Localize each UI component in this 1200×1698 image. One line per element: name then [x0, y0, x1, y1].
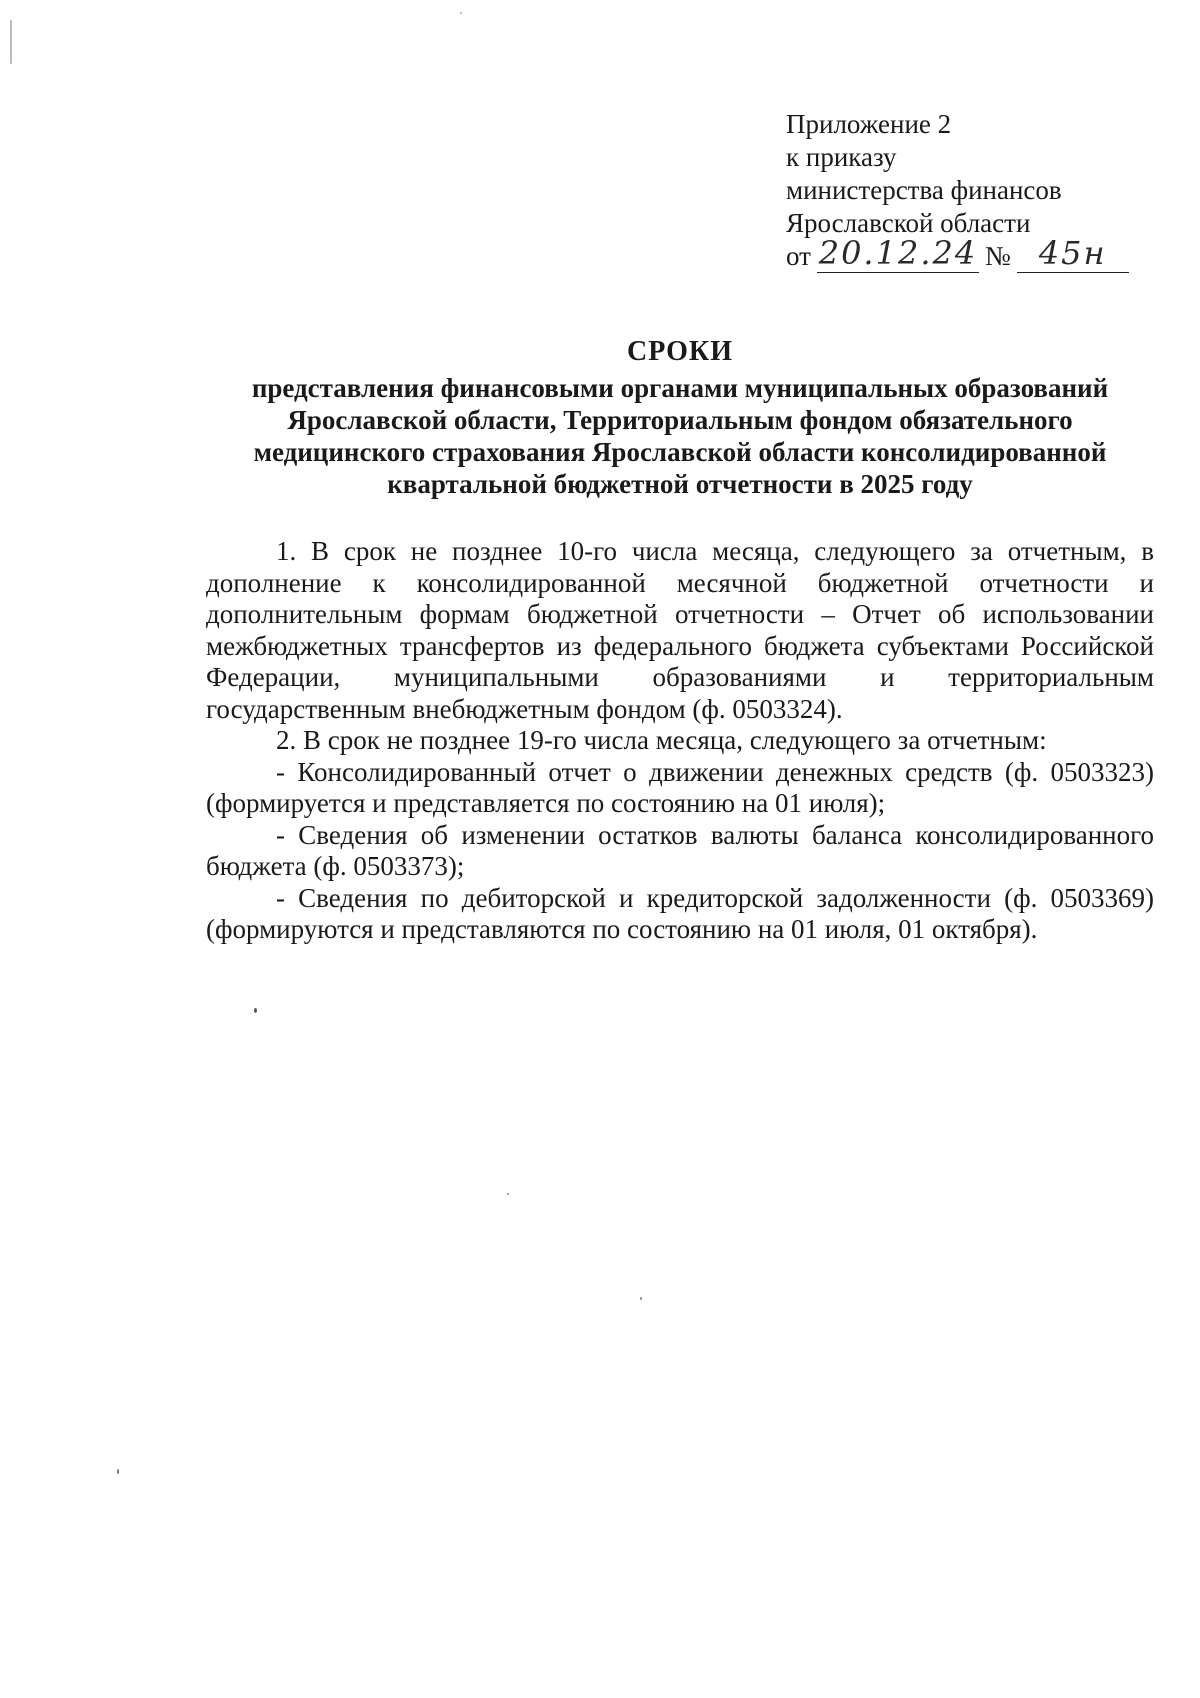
subtitle-line-1: представления финансовыми органами муниципальных образований: [251, 373, 1109, 403]
handwritten-number: 45н: [1038, 234, 1107, 272]
subtitle-line-4: квартальной бюджетной отчетности в 2025 году: [387, 469, 973, 499]
from-label: от: [786, 241, 811, 271]
appendix-line-2: к приказу: [786, 142, 897, 172]
appendix-block: [786, 108, 1146, 273]
scan-speck: [10, 20, 12, 64]
paragraph-1: 1. В срок не позднее 10-го числа месяца, следующего за отчетным, в дополнение к консолидированной месячной бюджетной отчетности и дополнительным формам бюджетной отчетности – Отчет об использовании межбюджетных трансфертов из федерального бюджета субъектами Российской Федерации, муниципальными образованиями и территориальным государственным внебюджетным фондом (ф. 0503324).: [206, 536, 1154, 724]
paragraph-3: - Консолидированный отчет о движении денежных средств (ф. 0503323) (формируется и представляется по состоянию на 01 июля);: [206, 756, 1154, 818]
date-field: [817, 234, 979, 273]
appendix-line-1: Приложение 2: [786, 109, 952, 139]
subtitle-line-2: Ярославской области, Территориальным фондом обязательного: [287, 405, 1073, 435]
scan-speck: [254, 1008, 257, 1013]
appendix-line-4: Ярославской области: [786, 208, 1031, 238]
document-title: СРОКИ: [626, 336, 734, 367]
paragraph-5: - Сведения по дебиторской и кредиторской задолженности (ф. 0503369) (формируются и представляются по состоянию на 01 июля, 01 октября).: [206, 882, 1154, 944]
scan-speck: [640, 1297, 642, 1300]
body-text: [206, 536, 1154, 946]
handwritten-date: 20.12.24: [818, 234, 978, 272]
number-label: №: [984, 241, 1011, 271]
appendix-line-3: министерства финансов: [786, 175, 1062, 205]
scan-speck: [507, 1193, 509, 1195]
subtitle-line-3: медицинского страхования Ярославской области консолидированной: [253, 437, 1107, 467]
scan-speck: [460, 12, 462, 14]
paragraph-4: - Сведения об изменении остатков валюты баланса консолидированного бюджета (ф. 0503373);: [206, 819, 1154, 881]
title-block: [200, 336, 1160, 500]
paragraph-2: 2. В срок не позднее 19-го числа месяца, следующего за отчетным:: [276, 725, 1047, 755]
number-field: [1017, 234, 1129, 273]
scan-speck: [117, 1469, 119, 1474]
order-reference: [786, 234, 1146, 273]
